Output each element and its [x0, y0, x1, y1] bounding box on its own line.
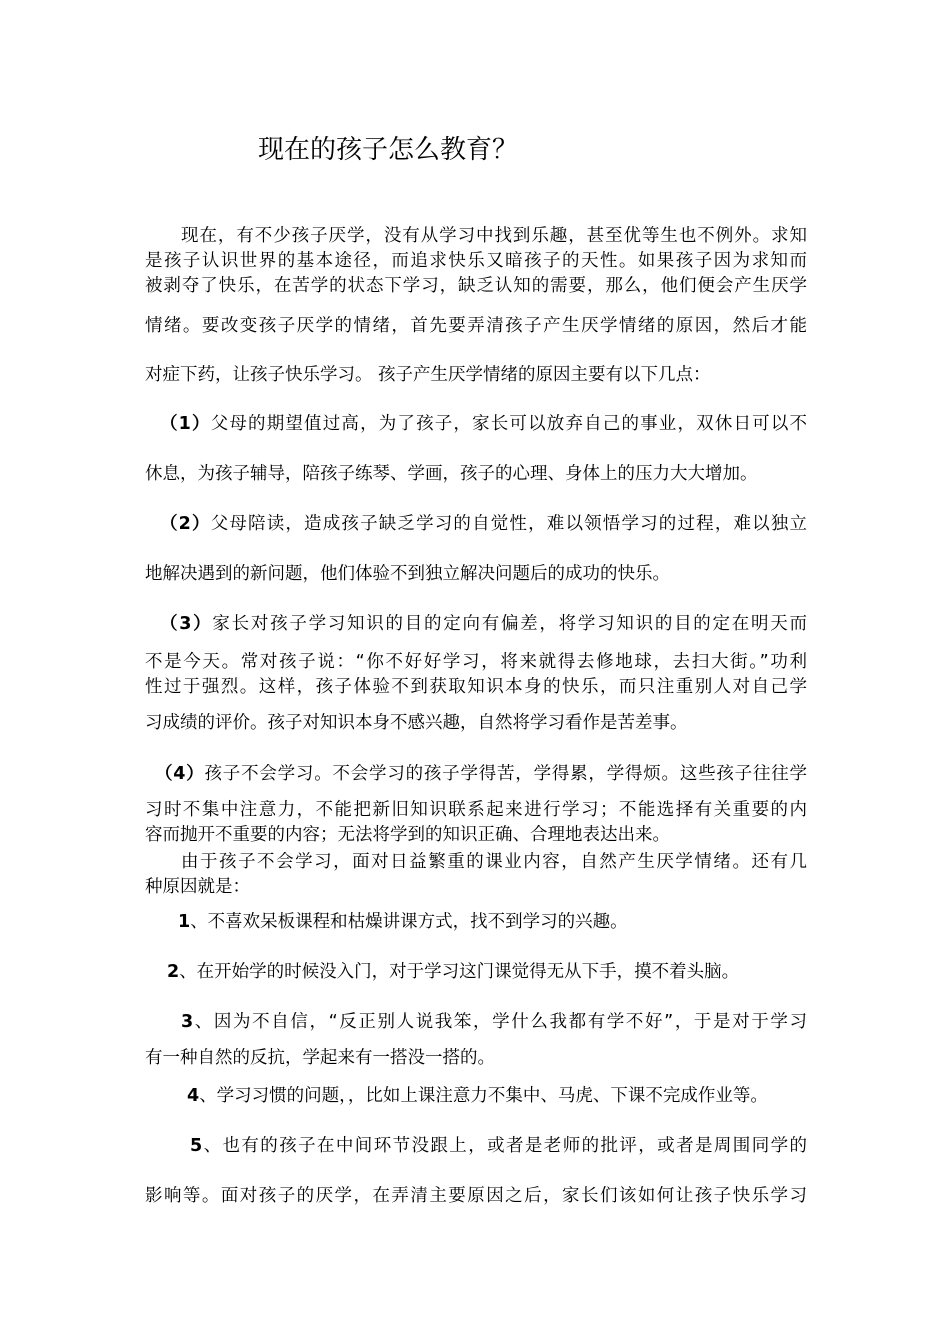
paragraph-line: 习成绩的评价。孩子对知识本身不感兴趣，自然将学习看作是苦差事。	[145, 713, 688, 733]
paragraph-line: 容而抛开不重要的内容；无法将学到的知识正确、合理地表达出来。	[145, 825, 670, 845]
paragraph-line: 种原因就是：	[145, 877, 250, 897]
item-number: （4）	[155, 764, 205, 784]
paragraph-line: 不是今天。常对孩子说：“你不好好学习，将来就得去修地球，去扫大街。”功利	[145, 652, 807, 672]
paragraph-line: 被剥夺了快乐，在苦学的状态下学习，缺乏认知的需要，那么，他们便会产生厌学	[145, 276, 807, 296]
item-number: （2）	[160, 514, 211, 534]
item-number: 3	[181, 1012, 194, 1032]
paragraph-line: 有一种自然的反抗，学起来有一搭没一搭的。	[145, 1048, 495, 1068]
list-item-line: 1、不喜欢呆板课程和枯燥讲课方式，找不到学习的兴趣。	[178, 912, 628, 932]
item-number: （1）	[160, 414, 211, 434]
list-item-line: 3、因为不自信，“反正别人说我笨，学什么我都有学不好”，于是对于学习	[181, 1012, 807, 1032]
paragraph-line: 地解决遇到的新问题，他们体验不到独立解决问题后的成功的快乐。	[145, 564, 670, 584]
paragraph-line: 休息，为孩子辅导，陪孩子练琴、学画，孩子的心理、身体上的压力大大增加。	[145, 464, 758, 484]
list-item-line: 5、也有的孩子在中间环节没跟上，或者是老师的批评，或者是周围同学的	[190, 1136, 807, 1156]
item-number: 4	[187, 1086, 200, 1106]
list-item-line: （1）父母的期望值过高，为了孩子，家长可以放弃自己的事业，双休日可以不	[160, 414, 807, 434]
paragraph-line: 习时不集中注意力，不能把新旧知识联系起来进行学习；不能选择有关重要的内	[145, 800, 807, 820]
item-number: （3）	[160, 614, 213, 634]
paragraph-line: 情绪。要改变孩子厌学的情绪，首先要弄清孩子产生厌学情绪的原因，然后才能	[145, 316, 807, 336]
document-title: 现在的孩子怎么教育？	[258, 135, 519, 165]
item-number: 2	[167, 962, 180, 982]
paragraph-line: 性过于强烈。这样，孩子体验不到获取知识本身的快乐，而只注重别人对自己学	[145, 677, 807, 697]
paragraph-line: 由于孩子不会学习，面对日益繁重的课业内容，自然产生厌学情绪。还有几	[181, 852, 807, 872]
list-item-line: （2）父母陪读，造成孩子缺乏学习的自觉性，难以领悟学习的过程，难以独立	[160, 514, 807, 534]
list-item-line: 4、学习习惯的问题，，比如上课注意力不集中、马虎、下课不完成作业等。	[187, 1086, 768, 1106]
paragraph-line: 影响等。面对孩子的厌学，在弄清主要原因之后，家长们该如何让孩子快乐学习	[145, 1186, 807, 1206]
item-number: 1	[178, 912, 191, 932]
list-item-line: （4）孩子不会学习。不会学习的孩子学得苦，学得累，学得烦。这些孩子往往学	[155, 764, 807, 784]
item-number: 5	[190, 1136, 203, 1156]
list-item-line: （3）家长对孩子学习知识的目的定向有偏差，将学习知识的目的定在明天而	[160, 614, 807, 634]
paragraph-line: 对症下药，让孩子快乐学习。 孩子产生厌学情绪的原因主要有以下几点：	[145, 365, 711, 385]
paragraph-line: 是孩子认识世界的基本途径，而追求快乐又暗孩子的天性。如果孩子因为求知而	[145, 251, 807, 271]
paragraph-line: 现在，有不少孩子厌学，没有从学习中找到乐趣，甚至优等生也不例外。求知	[181, 226, 807, 246]
list-item-line: 2、在开始学的时候没入门，对于学习这门课觉得无从下手，摸不着头脑。	[167, 962, 740, 982]
